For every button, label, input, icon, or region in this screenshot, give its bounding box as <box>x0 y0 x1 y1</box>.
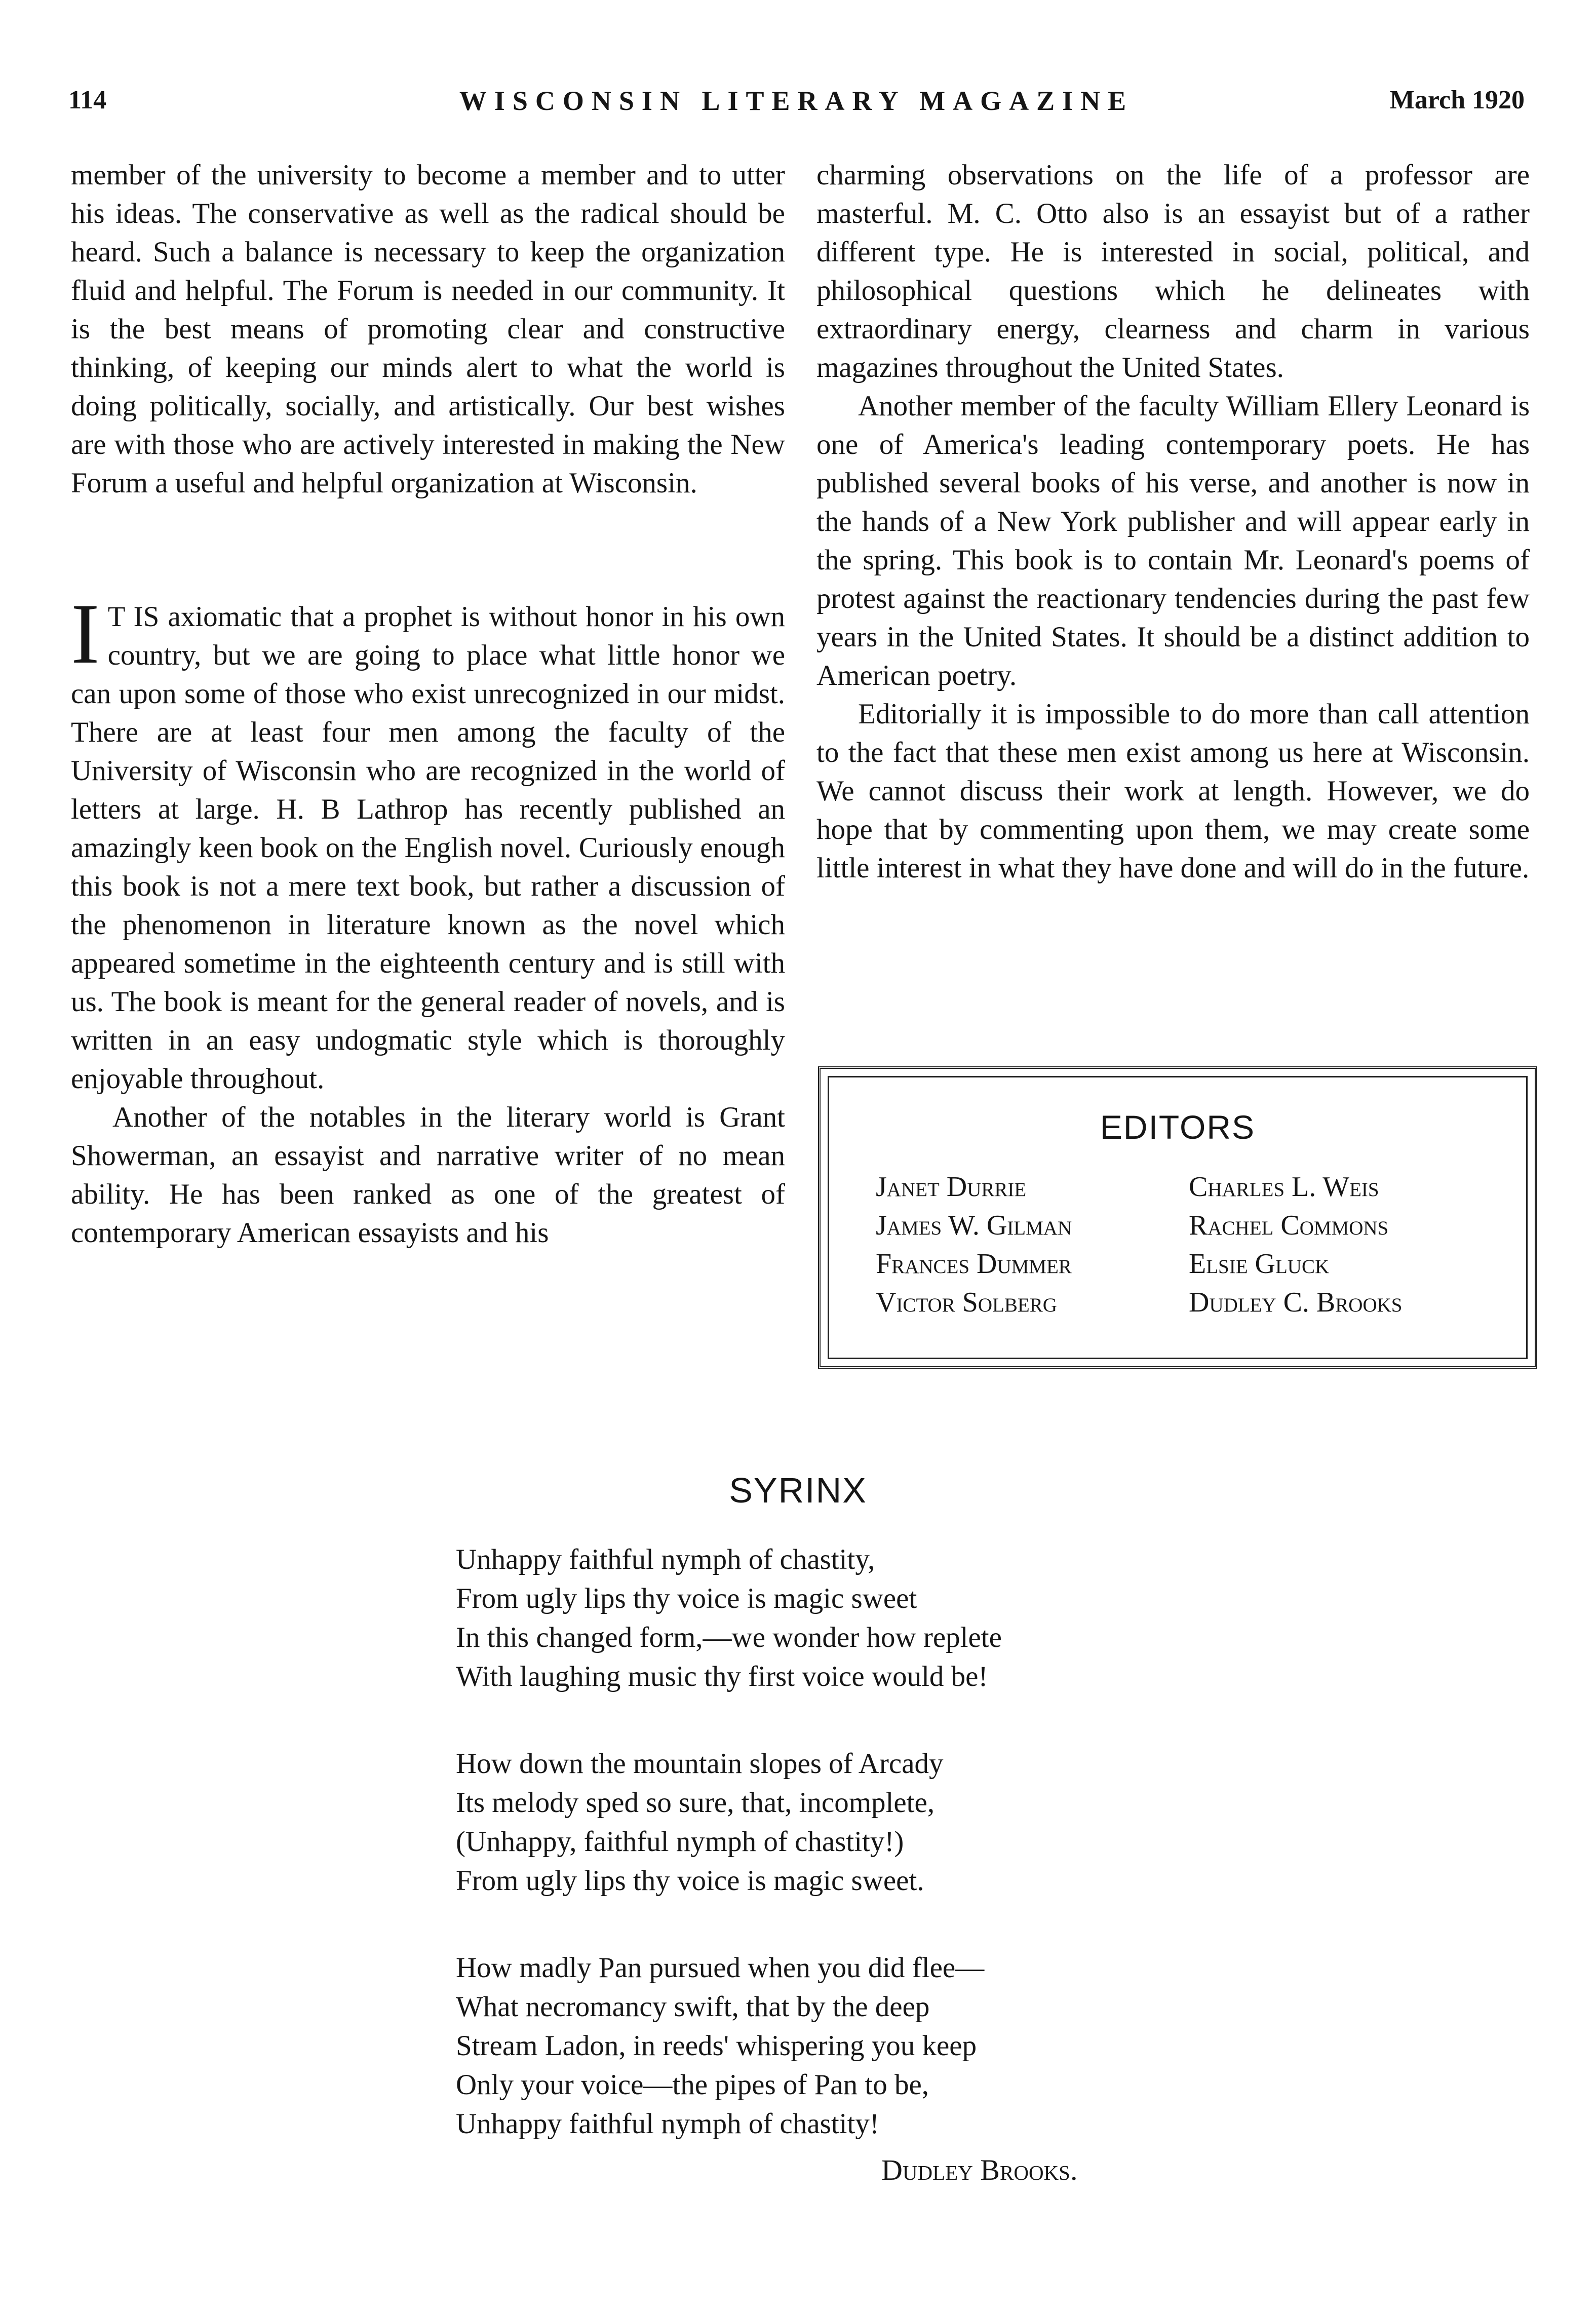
poem-line: Unhappy faithful nymph of chastity! <box>456 2108 879 2140</box>
poem-line: Unhappy faithful nymph of chastity, <box>456 1544 875 1575</box>
forum-paragraph: member of the university to become a member and to utter his ideas. The conservative as well as the radical should be heard. Such a balance is necessary to keep the organization fluid and helpful. The Forum is needed in our community. It is the best means of promoting clear and constructive thinking, of keeping our minds alert to what the world is doing politically, socially, and artistically. Our best wishes are with those who are actively interested in making the New Forum a useful and helpful organization at Wisconsin. <box>71 159 785 499</box>
prophet-paragraph-text: T IS axiomatic that a prophet is without honor in his own country, but we are going to place what little honor we can upon some of those who exist unrecognized in our midst. There are at least four men among the faculty of the University of Wisconsin who are recognized in the world of letters at large. H. B Lathrop has recently published an amazingly keen book on the English novel. Curiously enough this book is not a mere text book, but rather a discussion of the phenomenon in literature known as the novel which appeared sometime in the eighteenth century and is still with us. The book is meant for the general reader of novels, and is written in an easy undogmatic style which is thoroughly enjoyable throughout. <box>71 601 785 1095</box>
poem-title: SYRINX <box>729 1471 867 1510</box>
poem-line: With laughing music thy first voice would be! <box>456 1661 988 1692</box>
poem-line: What necromancy swift, that by the deep <box>456 1991 930 2023</box>
editor-name: Elsie Gluck <box>1189 1248 1330 1280</box>
poem-line: (Unhappy, faithful nymph of chastity!) <box>456 1826 904 1858</box>
showerman-paragraph: Another of the notables in the literary world is Grant Showerman, an essayist and narrative writer of no mean ability. He has been ranked as one of the greatest of contemporary American essayists and his <box>71 1101 785 1249</box>
page-header <box>68 85 1525 121</box>
magazine-title: WISCONSIN LITERARY MAGAZINE <box>459 86 1134 116</box>
editor-name: Charles L. Weis <box>1189 1171 1379 1203</box>
editor-name: Dudley C. Brooks <box>1189 1287 1403 1318</box>
drop-cap: I <box>71 586 100 681</box>
editors-box <box>818 1066 1537 1369</box>
poem-line: From ugly lips thy voice is magic sweet. <box>456 1865 924 1897</box>
editors-list-left <box>876 1168 1072 1322</box>
poem-line: From ugly lips thy voice is magic sweet <box>456 1583 917 1614</box>
editor-name: Frances Dummer <box>876 1248 1072 1280</box>
poem-line: Stream Ladon, in reeds' whispering you keep <box>456 2030 977 2062</box>
leonard-paragraph: Another member of the faculty William Ellery Leonard is one of America's leading contemporary poets. He has published several books of his verse, and another is now in the hands of a New York publisher and will appear early in the spring. This book is to contain Mr. Leonard's poems of protest against the reactionary tendencies during the past few years in the United States. It should be a distinct addition to American poetry. <box>816 390 1530 691</box>
editor-name: Victor Solberg <box>876 1287 1057 1318</box>
page-number: 114 <box>68 86 107 114</box>
editor-name: Janet Durrie <box>876 1171 1027 1203</box>
editors-title: EDITORS <box>1100 1108 1256 1146</box>
right-column <box>816 156 1530 888</box>
editorial-paragraph: Editorially it is impossible to do more than call attention to the fact that these men exist among us here at Wisconsin. We cannot discuss their work at length. However, we do hope that by commenting upon them, we may create some little interest in what they have done and will do in the future. <box>816 698 1530 884</box>
issue-date: March 1920 <box>1389 86 1525 114</box>
poem-stanza <box>456 1948 1002 2143</box>
otto-paragraph: charming observations on the life of a professor are masterful. M. C. Otto also is an essayist but of a rather different type. He is interested in social, political, and philosophical questions which he delineates with extraordinary energy, clearness and charm in various magazines throughout the United States. <box>816 159 1530 383</box>
prophet-paragraph <box>71 586 785 1098</box>
editor-name: Rachel Commons <box>1189 1210 1389 1241</box>
poem-line: How madly Pan pursued when you did flee— <box>456 1952 985 1984</box>
poem-line: How down the mountain slopes of Arcady <box>456 1748 944 1780</box>
poem-stanza <box>456 1744 1002 1900</box>
poem-author: Dudley Brooks. <box>881 2153 1078 2186</box>
editors-list-right <box>1189 1168 1402 1322</box>
poem-body <box>456 1540 1002 2191</box>
editor-name: James W. Gilman <box>876 1210 1072 1241</box>
poem-line: In this changed form,—we wonder how replete <box>456 1622 1002 1653</box>
left-column <box>71 156 785 1252</box>
poem-stanza <box>456 1540 1002 1696</box>
poem-line: Only your voice—the pipes of Pan to be, <box>456 2069 929 2101</box>
poem-line: Its melody sped so sure, that, incomplete, <box>456 1787 935 1819</box>
